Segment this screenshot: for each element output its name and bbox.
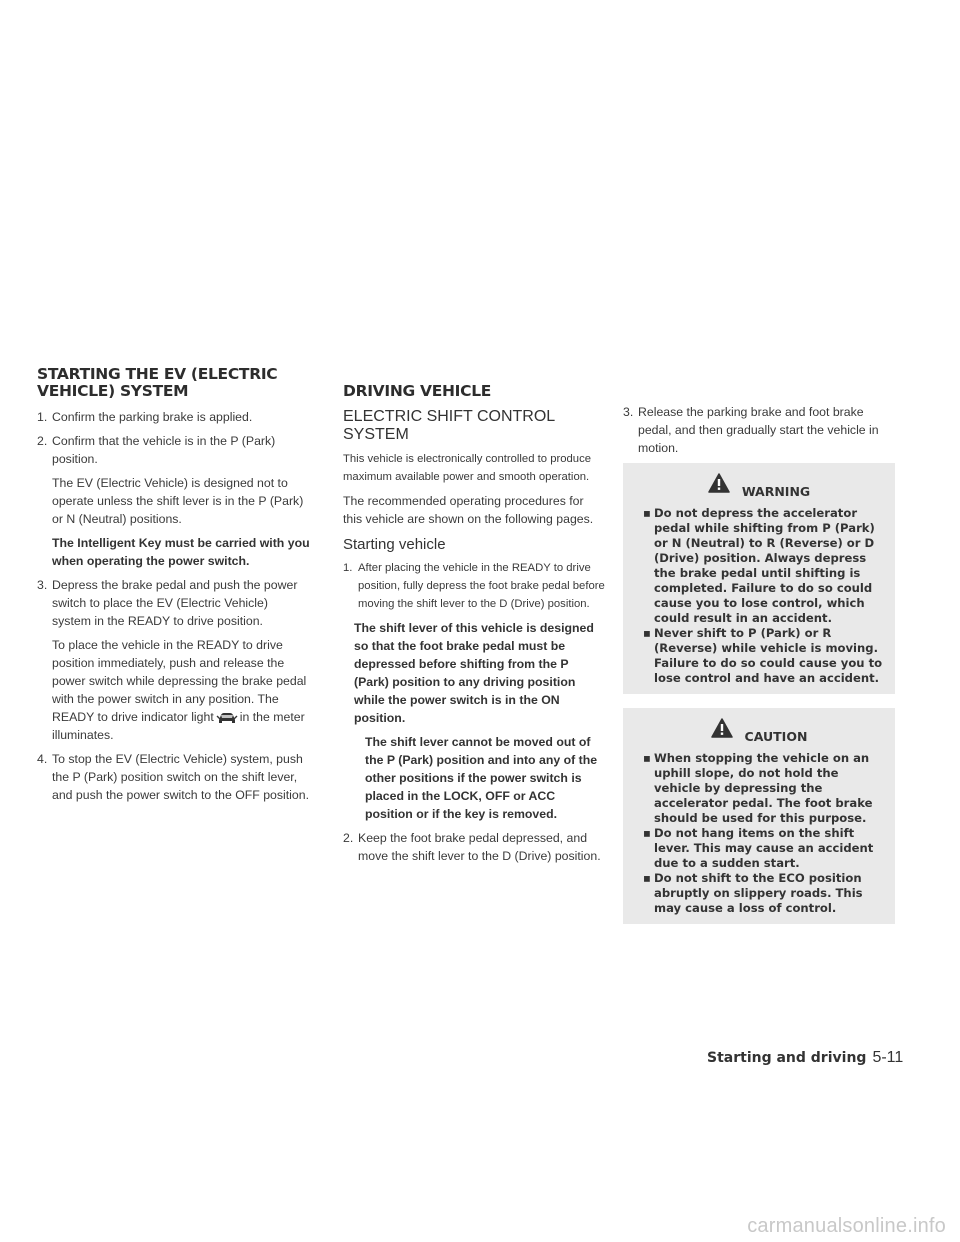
section-heading-starting-ev: STARTING THE EV (ELECTRIC VEHICLE) SYSTEM bbox=[37, 365, 278, 400]
key-notice: The Intelligent Key must be carried with you when operating the power switch. bbox=[52, 536, 310, 568]
shift-lever-notice-1: The shift lever of this vehicle is designed so that the foot brake pedal must be depressed before shifting from the P (Park) position to any driving position while the power switch is in the ON position. bbox=[354, 621, 594, 725]
page-number: 5-11 bbox=[872, 1049, 904, 1066]
caution-title: CAUTION bbox=[744, 729, 808, 744]
drive-step-1-notes bbox=[343, 619, 606, 823]
warning-triangle-icon bbox=[711, 718, 733, 743]
footer-section-name: Starting and driving bbox=[707, 1050, 867, 1066]
drive-step-2: 2. Keep the foot brake pedal depressed, and move the shift lever to the D (Drive) position. bbox=[343, 831, 601, 863]
step-2: 2. Confirm that the vehicle is in the P (Park) position. bbox=[37, 434, 276, 466]
subheading-shift-control: ELECTRIC SHIFT CONTROL SYSTEM bbox=[343, 408, 555, 443]
caution-item: ▪ Do not shift to the ECO position abruptly on slippery roads. This may cause a loss of control. bbox=[643, 871, 863, 915]
note-paragraph: The EV (Electric Vehicle) is designed not to operate unless the shift lever is in the P (Park) or N (Neutral) positions. bbox=[52, 476, 304, 526]
caution-item: ▪ Do not hang items on the shift lever. This may cause an accident due to a sudden start. bbox=[643, 826, 874, 870]
step-2-notes bbox=[37, 474, 310, 570]
caution-item: ▪ When stopping the vehicle on an uphill slope, do not hold the vehicle by depressing the accelerator pedal. The foot brake should be used for this purpose. bbox=[643, 751, 873, 825]
step-4: 4. To stop the EV (Electric Vehicle) system, push the P (Park) position switch on the shift lever, and push the power switch to the OFF position. bbox=[37, 752, 310, 802]
warning-triangle-icon bbox=[708, 473, 730, 498]
intro-paragraph: This vehicle is electronically controlled to produce maximum available power and smooth operation. bbox=[343, 453, 592, 483]
column-1 bbox=[37, 366, 310, 810]
section-heading-driving: DRIVING VEHICLE bbox=[343, 382, 492, 400]
watermark: carmanualsonline.info bbox=[747, 1215, 946, 1237]
step-3-notes bbox=[37, 636, 310, 744]
car-ready-indicator-icon bbox=[216, 711, 238, 725]
drive-step-1: 1. After placing the vehicle in the READY to drive position, fully depress the foot brake pedal before moving the shift lever to the D (Drive) position. bbox=[343, 562, 605, 610]
caution-box bbox=[623, 708, 895, 924]
step-3: 3. Depress the brake pedal and push the power switch to place the EV (Electric Vehicle) system in the READY to drive position. bbox=[37, 578, 298, 628]
warning-list bbox=[633, 506, 885, 686]
caution-header bbox=[633, 718, 885, 743]
ready-note: To place the vehicle in the READY to drive position immediately, push and release the power switch while depressing the brake pedal with the power switch in any position. The READY to drive indicator light in the meter illuminates. bbox=[52, 638, 307, 742]
column-2 bbox=[343, 383, 606, 871]
intro-paragraph-2: The recommended operating procedures for this vehicle are shown on the following pages. bbox=[343, 494, 594, 526]
warning-title: WARNING bbox=[741, 484, 811, 499]
step-1: 1. Confirm the parking brake is applied. bbox=[37, 410, 253, 424]
subheading-starting-vehicle: Starting vehicle bbox=[343, 536, 446, 553]
warning-box bbox=[623, 463, 895, 694]
warning-header bbox=[633, 473, 885, 498]
caution-list bbox=[633, 751, 885, 916]
shift-lever-notice-2: The shift lever cannot be moved out of the P (Park) position and into any of the other positions if the power switch is placed in the LOCK, OFF or ACC position or if the key is removed. bbox=[365, 735, 598, 821]
drive-step-3: 3. Release the parking brake and foot brake pedal, and then gradually start the vehicle in motion. bbox=[623, 405, 879, 455]
page-footer bbox=[707, 1049, 903, 1067]
warning-item: ▪ Do not depress the accelerator pedal while shifting from P (Park) or N (Neutral) to R (Reverse) or D (Drive) position. Always depress the brake pedal until shifting is completed. Failure to do so could cause you to lose control, which could result in an accident. bbox=[643, 506, 875, 625]
column-3 bbox=[623, 403, 895, 938]
warning-item: ▪ Never shift to P (Park) or R (Reverse) while vehicle is moving. Failure to do so could cause you to lose control and have an accident. bbox=[643, 626, 883, 685]
